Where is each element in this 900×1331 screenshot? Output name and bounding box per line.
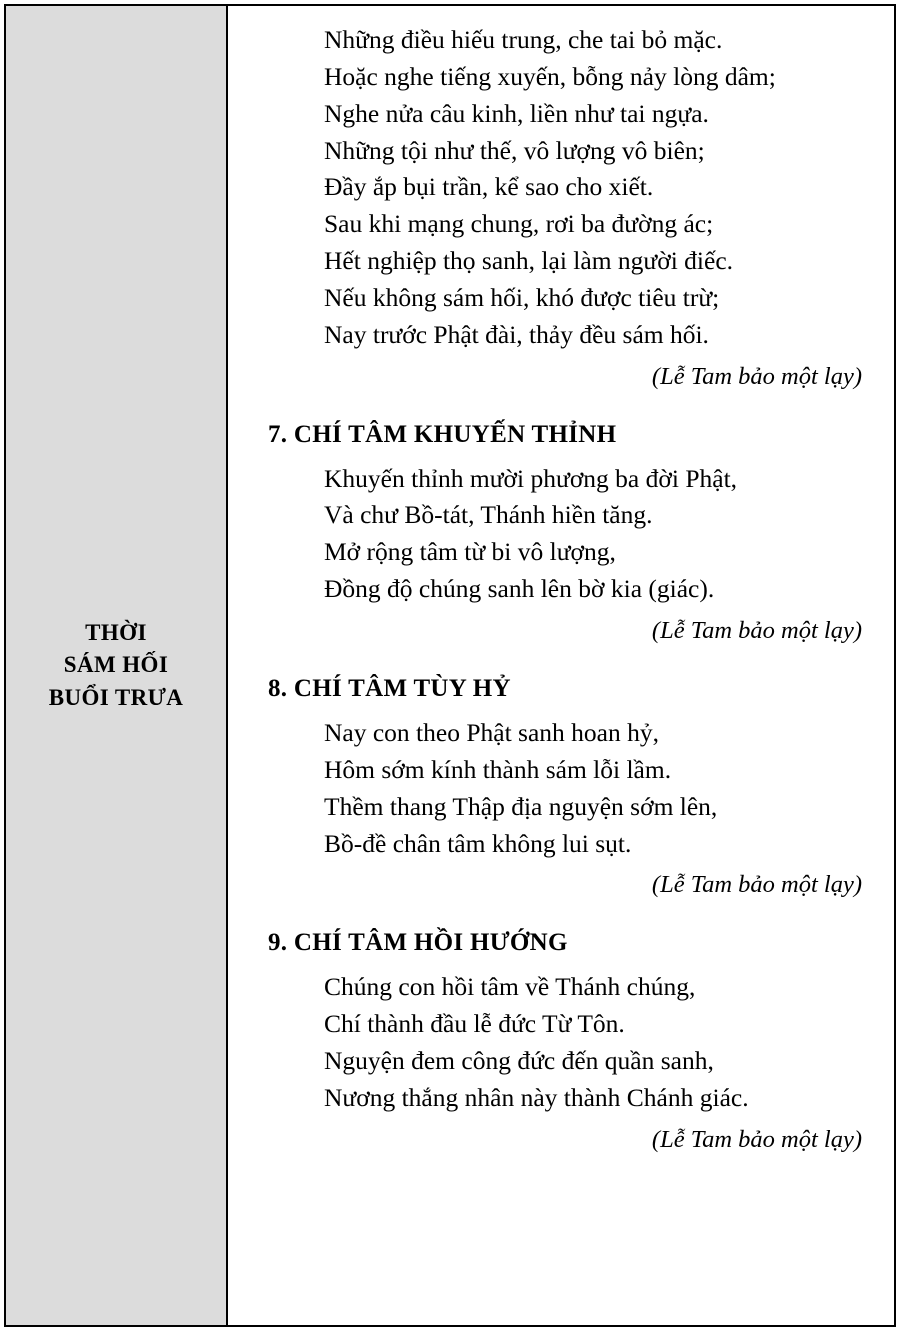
page-frame bbox=[4, 4, 896, 1327]
verse-line: Những tội như thế, vô lượng vô biên; bbox=[324, 135, 705, 165]
verse-line: Đầy ắp bụi trần, kể sao cho xiết. bbox=[324, 172, 654, 202]
ritual-note: (Lễ Tam bảo một lạy) bbox=[651, 362, 862, 390]
verse-line: Nếu không sám hối, khó được tiêu trừ; bbox=[324, 282, 720, 312]
verse-line: Hoặc nghe tiếng xuyến, bỗng nảy lòng dâm; bbox=[324, 61, 776, 91]
section-heading: 7. CHÍ TÂM KHUYẾN THỈNH bbox=[268, 420, 617, 448]
verse-line: Khuyến thỉnh mười phương ba đời Phật, bbox=[324, 463, 738, 493]
verse-line: Hết nghiệp thọ sanh, lại làm người điếc. bbox=[324, 246, 734, 276]
section-verse-block bbox=[258, 461, 868, 608]
verse-line: Sau khi mạng chung, rơi ba đường ác; bbox=[324, 209, 714, 239]
sidebar-section-label bbox=[6, 6, 228, 1325]
ritual-note: (Lễ Tam bảo một lạy) bbox=[651, 1125, 862, 1153]
section-9 bbox=[258, 929, 868, 1153]
sidebar-title-line-1: THỜI bbox=[85, 619, 147, 645]
ritual-note: (Lễ Tam bảo một lạy) bbox=[651, 871, 862, 899]
section-7 bbox=[258, 421, 868, 645]
sidebar-title bbox=[49, 617, 184, 715]
verse-line: Chúng con hồi tâm về Thánh chúng, bbox=[324, 972, 696, 1002]
verse-line: Mở rộng tâm từ bi vô lượng, bbox=[324, 537, 616, 567]
verse-line: Đồng độ chúng sanh lên bờ kia (giác). bbox=[324, 574, 715, 604]
content-area bbox=[228, 6, 894, 1325]
verse-line: Và chư Bồ-tát, Thánh hiền tăng. bbox=[324, 500, 653, 530]
section-heading: 9. CHÍ TÂM HỒI HƯỚNG bbox=[268, 929, 568, 957]
verse-line: Nghe nửa câu kinh, liền như tai ngựa. bbox=[324, 98, 709, 128]
verse-line: Thềm thang Thập địa nguyện sớm lên, bbox=[324, 791, 718, 821]
verse-line: Nương thắng nhân này thành Chánh giác. bbox=[324, 1082, 749, 1112]
section-verse-block bbox=[258, 969, 868, 1116]
sidebar-title-line-2: SÁM HỐI bbox=[63, 652, 169, 678]
section-verse-block bbox=[258, 715, 868, 862]
verse-line: Nay trước Phật đài, thảy đều sám hối. bbox=[324, 319, 709, 349]
verse-line: Hôm sớm kính thành sám lỗi lầm. bbox=[324, 754, 672, 784]
section-8 bbox=[258, 675, 868, 899]
ritual-note: (Lễ Tam bảo một lạy) bbox=[651, 616, 862, 644]
verse-line: Nay con theo Phật sanh hoan hỷ, bbox=[324, 717, 659, 747]
section-heading: 8. CHÍ TÂM TÙY HỶ bbox=[268, 674, 511, 702]
verse-line: Nguyện đem công đức đến quần sanh, bbox=[324, 1046, 714, 1076]
sidebar-title-line-3: BUỔI TRƯA bbox=[48, 684, 184, 710]
verse-line: Chí thành đầu lễ đức Từ Tôn. bbox=[324, 1009, 625, 1039]
verse-line: Những điều hiếu trung, che tai bỏ mặc. bbox=[324, 25, 723, 54]
verse-line: Bồ-đề chân tâm không lui sụt. bbox=[324, 828, 632, 858]
opening-verse-block bbox=[258, 22, 868, 354]
